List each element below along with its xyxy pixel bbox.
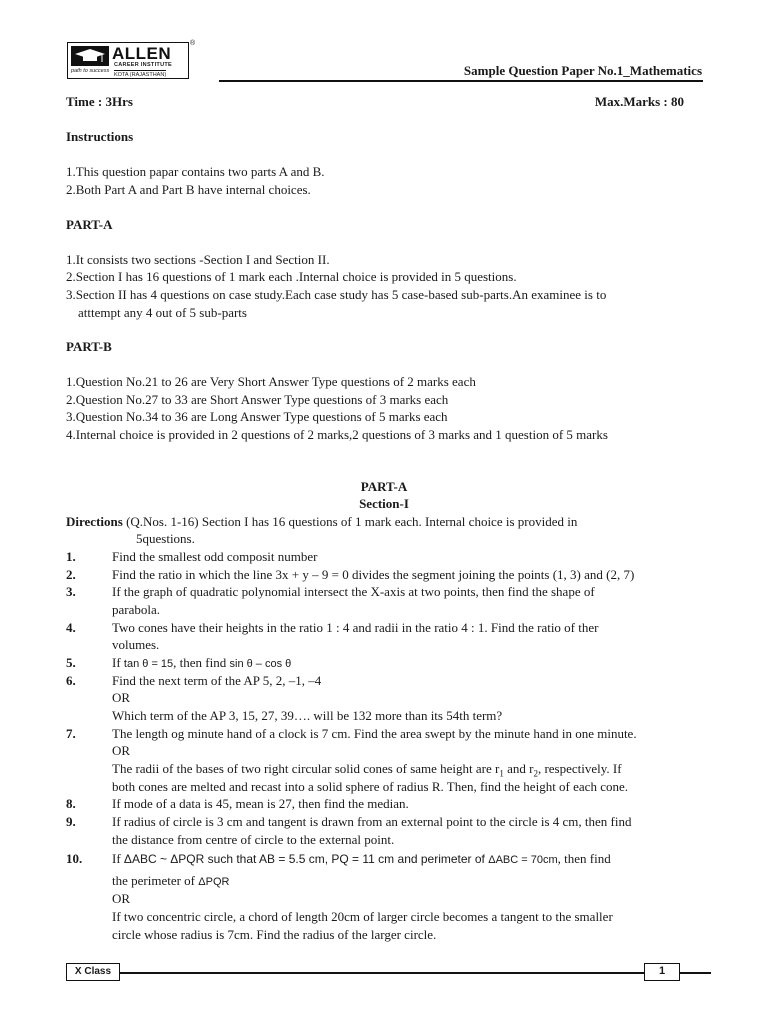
- question-number: 1.: [66, 549, 76, 564]
- section-part-title: PART-A: [360, 479, 408, 494]
- question-number: 5.: [66, 655, 76, 670]
- question-number: 4.: [66, 620, 76, 635]
- question-alt-text: Which term of the AP 3, 15, 27, 39…. will be 132 more than its 54th term?: [112, 708, 503, 723]
- question-alt-text-cont: both cones are melted and recast into a solid sphere of radius R. Then, find the height of each cone.: [112, 779, 628, 794]
- question-text: Find the smallest odd composit number: [112, 549, 318, 564]
- paper-title: Sample Question Paper No.1_Mathematics: [463, 63, 702, 78]
- q10-post: , then find: [557, 851, 611, 866]
- registered-mark: ®: [190, 40, 196, 47]
- question-number: 8.: [66, 796, 76, 811]
- q10-expr-perimeter: ΔABC = 70cm: [488, 854, 558, 866]
- question-text: Find the next term of the AP 5, 2, –1, –4: [112, 673, 322, 688]
- question-text: The length og minute hand of a clock is 7 cm. Find the area swept by the minute hand in one minute.: [112, 726, 637, 741]
- part-b-item: 4.Internal choice is provided in 2 questions of 2 marks,2 questions of 3 marks and 1 question of 5 marks: [66, 427, 608, 442]
- part-a-item: 3.Section II has 4 questions on case study.Each case study has 5 case-based sub-parts.An examinee is to: [66, 287, 607, 302]
- part-a-item: 2.Section I has 16 questions of 1 mark each .Internal choice is provided in 5 questions.: [66, 269, 517, 284]
- question-text-cont: parabola.: [112, 602, 161, 617]
- question-number: 3.: [66, 584, 76, 599]
- footer-rule: [66, 972, 711, 974]
- q7-sub: 2: [533, 768, 538, 779]
- question-text-cont: volumes.: [112, 637, 160, 652]
- instruction-item: 2.Both Part A and Part B have internal choices.: [66, 182, 311, 197]
- question-number: 2.: [66, 567, 76, 582]
- question-number: 6.: [66, 673, 76, 688]
- q5-expr-sin-cos: sin θ – cos θ: [229, 658, 292, 670]
- part-b-heading: PART-B: [66, 339, 112, 354]
- instructions-heading: Instructions: [66, 129, 134, 144]
- question-number: 7.: [66, 726, 76, 741]
- class-label: X Class: [66, 963, 120, 981]
- or-label: OR: [112, 891, 131, 906]
- max-marks-label: Max.Marks : 80: [594, 94, 684, 109]
- q5-expr-tan: tan θ = 15: [123, 658, 174, 670]
- page-number: 1: [644, 963, 680, 981]
- q10-pre: If: [112, 851, 124, 866]
- question-text: Find the ratio in which the line 3x + y – 9 = 0 divides the segment joining the points (1, 3) and (2, 7): [112, 567, 635, 582]
- or-label: OR: [112, 690, 131, 705]
- q7-alt-part: The radii of the bases of two right circular solid cones of same height are r: [112, 761, 500, 776]
- graduation-cap-icon: [71, 46, 109, 66]
- q5-mid: , then find: [173, 655, 230, 670]
- question-text-cont: [112, 873, 229, 889]
- question-text: Two cones have their heights in the ratio 1 : 4 and radii in the ratio 4 : 1. Find the ratio of ther: [112, 620, 599, 635]
- directions-label: Directions: [66, 514, 123, 529]
- section-title: Section-I: [359, 496, 409, 511]
- part-a-item-cont: atttempt any 4 out of 5 sub-parts: [78, 305, 247, 320]
- instruction-item: 1.This question papar contains two parts A and B.: [66, 164, 325, 179]
- question-text: [112, 851, 611, 867]
- question-alt-text-cont: circle whose radius is 7cm. Find the radius of the larger circle.: [112, 927, 437, 942]
- q7-sub: 1: [499, 768, 504, 779]
- question-alt-text: [112, 761, 622, 779]
- part-b-item: 1.Question No.21 to 26 are Very Short Answer Type questions of 2 marks each: [66, 374, 476, 389]
- part-a-item: 1.It consists two sections -Section I and Section II.: [66, 252, 330, 267]
- or-label: OR: [112, 743, 131, 758]
- directions-text: (Q.Nos. 1-16) Section I has 16 questions of 1 mark each. Internal choice is provided in: [122, 514, 578, 529]
- question-number: 9.: [66, 814, 76, 829]
- header-rule: [219, 80, 703, 82]
- question-alt-text: If two concentric circle, a chord of length 20cm of larger circle becomes a tangent to the smaller: [112, 909, 613, 924]
- logo-brand: ALLEN: [112, 44, 172, 63]
- question-text: If radius of circle is 3 cm and tangent is drawn from an external point to the circle is 4 cm, then find: [112, 814, 632, 829]
- logo-location: KOTA (RAJASTHAN): [114, 72, 167, 78]
- q7-alt-part: and r: [503, 761, 534, 776]
- allen-logo: [67, 42, 189, 79]
- part-b-item: 2.Question No.27 to 33 are Short Answer Type questions of 3 marks each: [66, 392, 449, 407]
- question-text-cont: the distance from centre of circle to the external point.: [112, 832, 395, 847]
- time-label: Time : 3Hrs: [66, 94, 133, 109]
- directions: [66, 514, 577, 530]
- q10-mid: such that AB = 5.5 cm, PQ = 11 cm and perimeter of: [204, 852, 489, 866]
- q7-alt-part: , respectively. If: [537, 761, 622, 776]
- question-text: If the graph of quadratic polynomial intersect the X-axis at two points, then find the shape of: [112, 584, 595, 599]
- question-text: [112, 655, 291, 671]
- part-b-item: 3.Question No.34 to 36 are Long Answer Type questions of 5 marks each: [66, 409, 448, 424]
- logo-subtitle: CAREER INSTITUTE: [114, 62, 172, 68]
- question-number: 10.: [66, 851, 83, 866]
- q5-pre: If: [112, 655, 124, 670]
- logo-tagline: path to success: [71, 68, 110, 74]
- q10-expr-pqr: ΔPQR: [198, 876, 230, 888]
- directions-cont: 5questions.: [136, 531, 195, 546]
- part-a-heading: PART-A: [66, 217, 113, 232]
- q10-line2: the perimeter of: [112, 873, 199, 888]
- q10-expr-similar: ΔABC ~ ΔPQR: [123, 852, 205, 866]
- question-text: If mode of a data is 45, mean is 27, then find the median.: [112, 796, 409, 811]
